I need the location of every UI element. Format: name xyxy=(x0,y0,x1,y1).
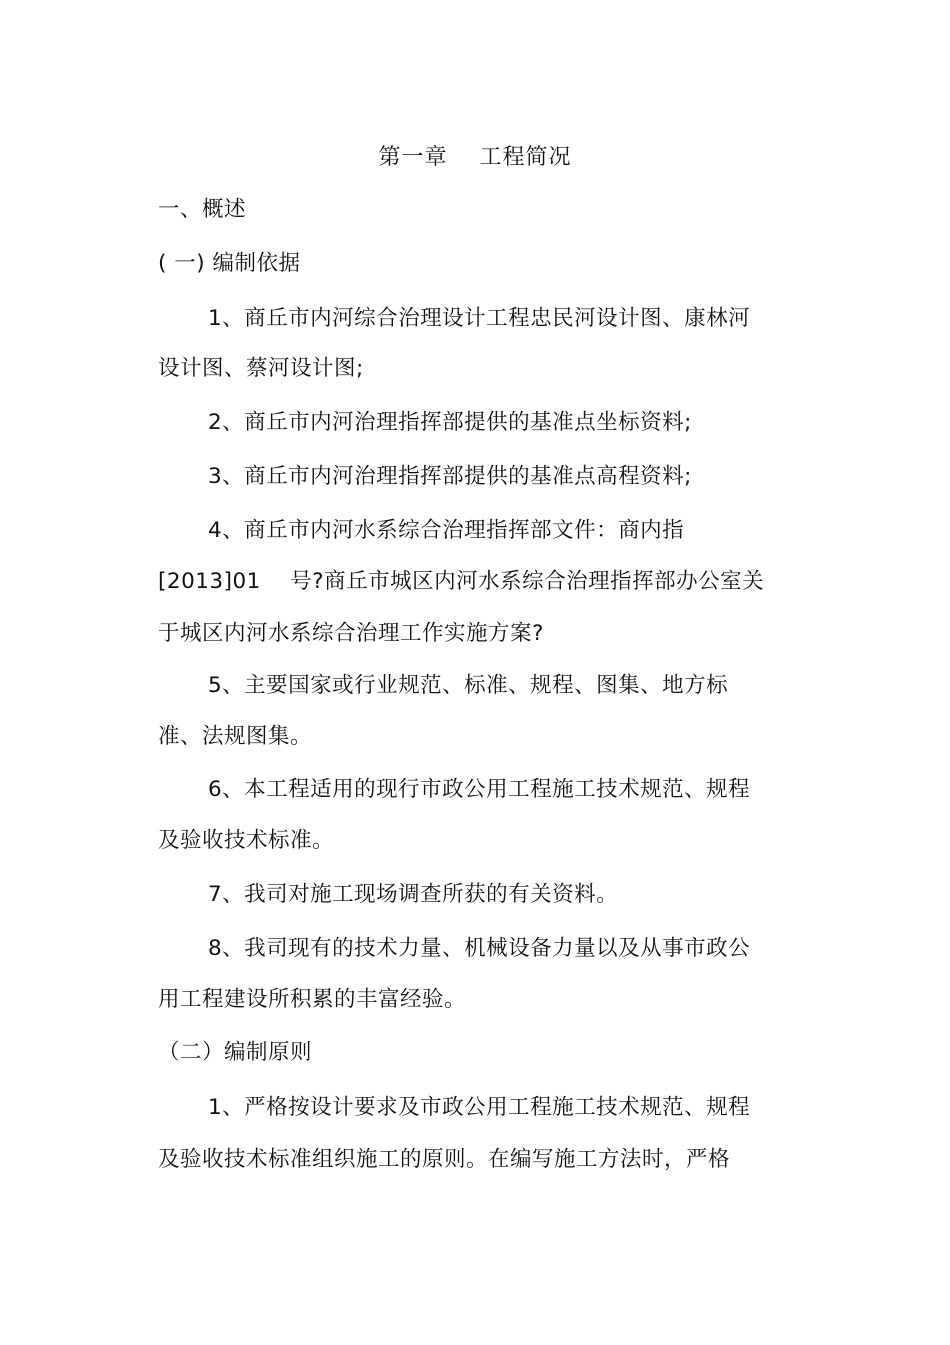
item-8-line-1: 8、我司现有的技术力量、机械设备力量以及从事市政公 xyxy=(208,936,751,961)
item-6-line-2: 及验收技术标准。 xyxy=(158,828,335,853)
item-2: 2、商丘市内河治理指挥部提供的基准点坐标资料; xyxy=(208,410,692,435)
subsection-heading-2: （二）编制原则 xyxy=(158,1040,313,1065)
item-7: 7、我司对施工现场调查所获的有关资料。 xyxy=(208,882,619,907)
principle-1-line-2: 及验收技术标准组织施工的原则。在编写施工方法时，严格 xyxy=(158,1147,731,1172)
item-4-line-1: 4、商丘市内河水系综合治理指挥部文件：商内指 xyxy=(208,518,685,543)
item-5-line-2: 准、法规图集。 xyxy=(158,724,313,749)
subsection-heading: ( 一) 编制依据 xyxy=(158,251,301,276)
item-6-line-1: 6、本工程适用的现行市政公用工程施工技术规范、规程 xyxy=(208,777,751,802)
item-8-line-2: 用工程建设所积累的丰富经验。 xyxy=(158,987,467,1012)
item-4-line-2: [2013]01 号?商丘市城区内河水系综合治理指挥部办公室关 xyxy=(158,569,765,594)
principle-1-line-1: 1、严格按设计要求及市政公用工程施工技术规范、规程 xyxy=(208,1095,751,1120)
item-5-line-1: 5、主要国家或行业规范、标准、规程、图集、地方标 xyxy=(208,673,729,698)
section-heading: 一、概述 xyxy=(158,197,247,222)
item-1-line-1: 1、商丘市内河综合治理设计工程忠民河设计图、康林河 xyxy=(208,306,751,331)
item-3: 3、商丘市内河治理指挥部提供的基准点高程资料; xyxy=(208,464,692,489)
item-4-line-3: 于城区内河水系综合治理工作实施方案? xyxy=(158,621,544,646)
item-1-line-2: 设计图、蔡河设计图; xyxy=(158,356,364,381)
chapter-title: 第一章 工程简况 xyxy=(378,145,572,170)
